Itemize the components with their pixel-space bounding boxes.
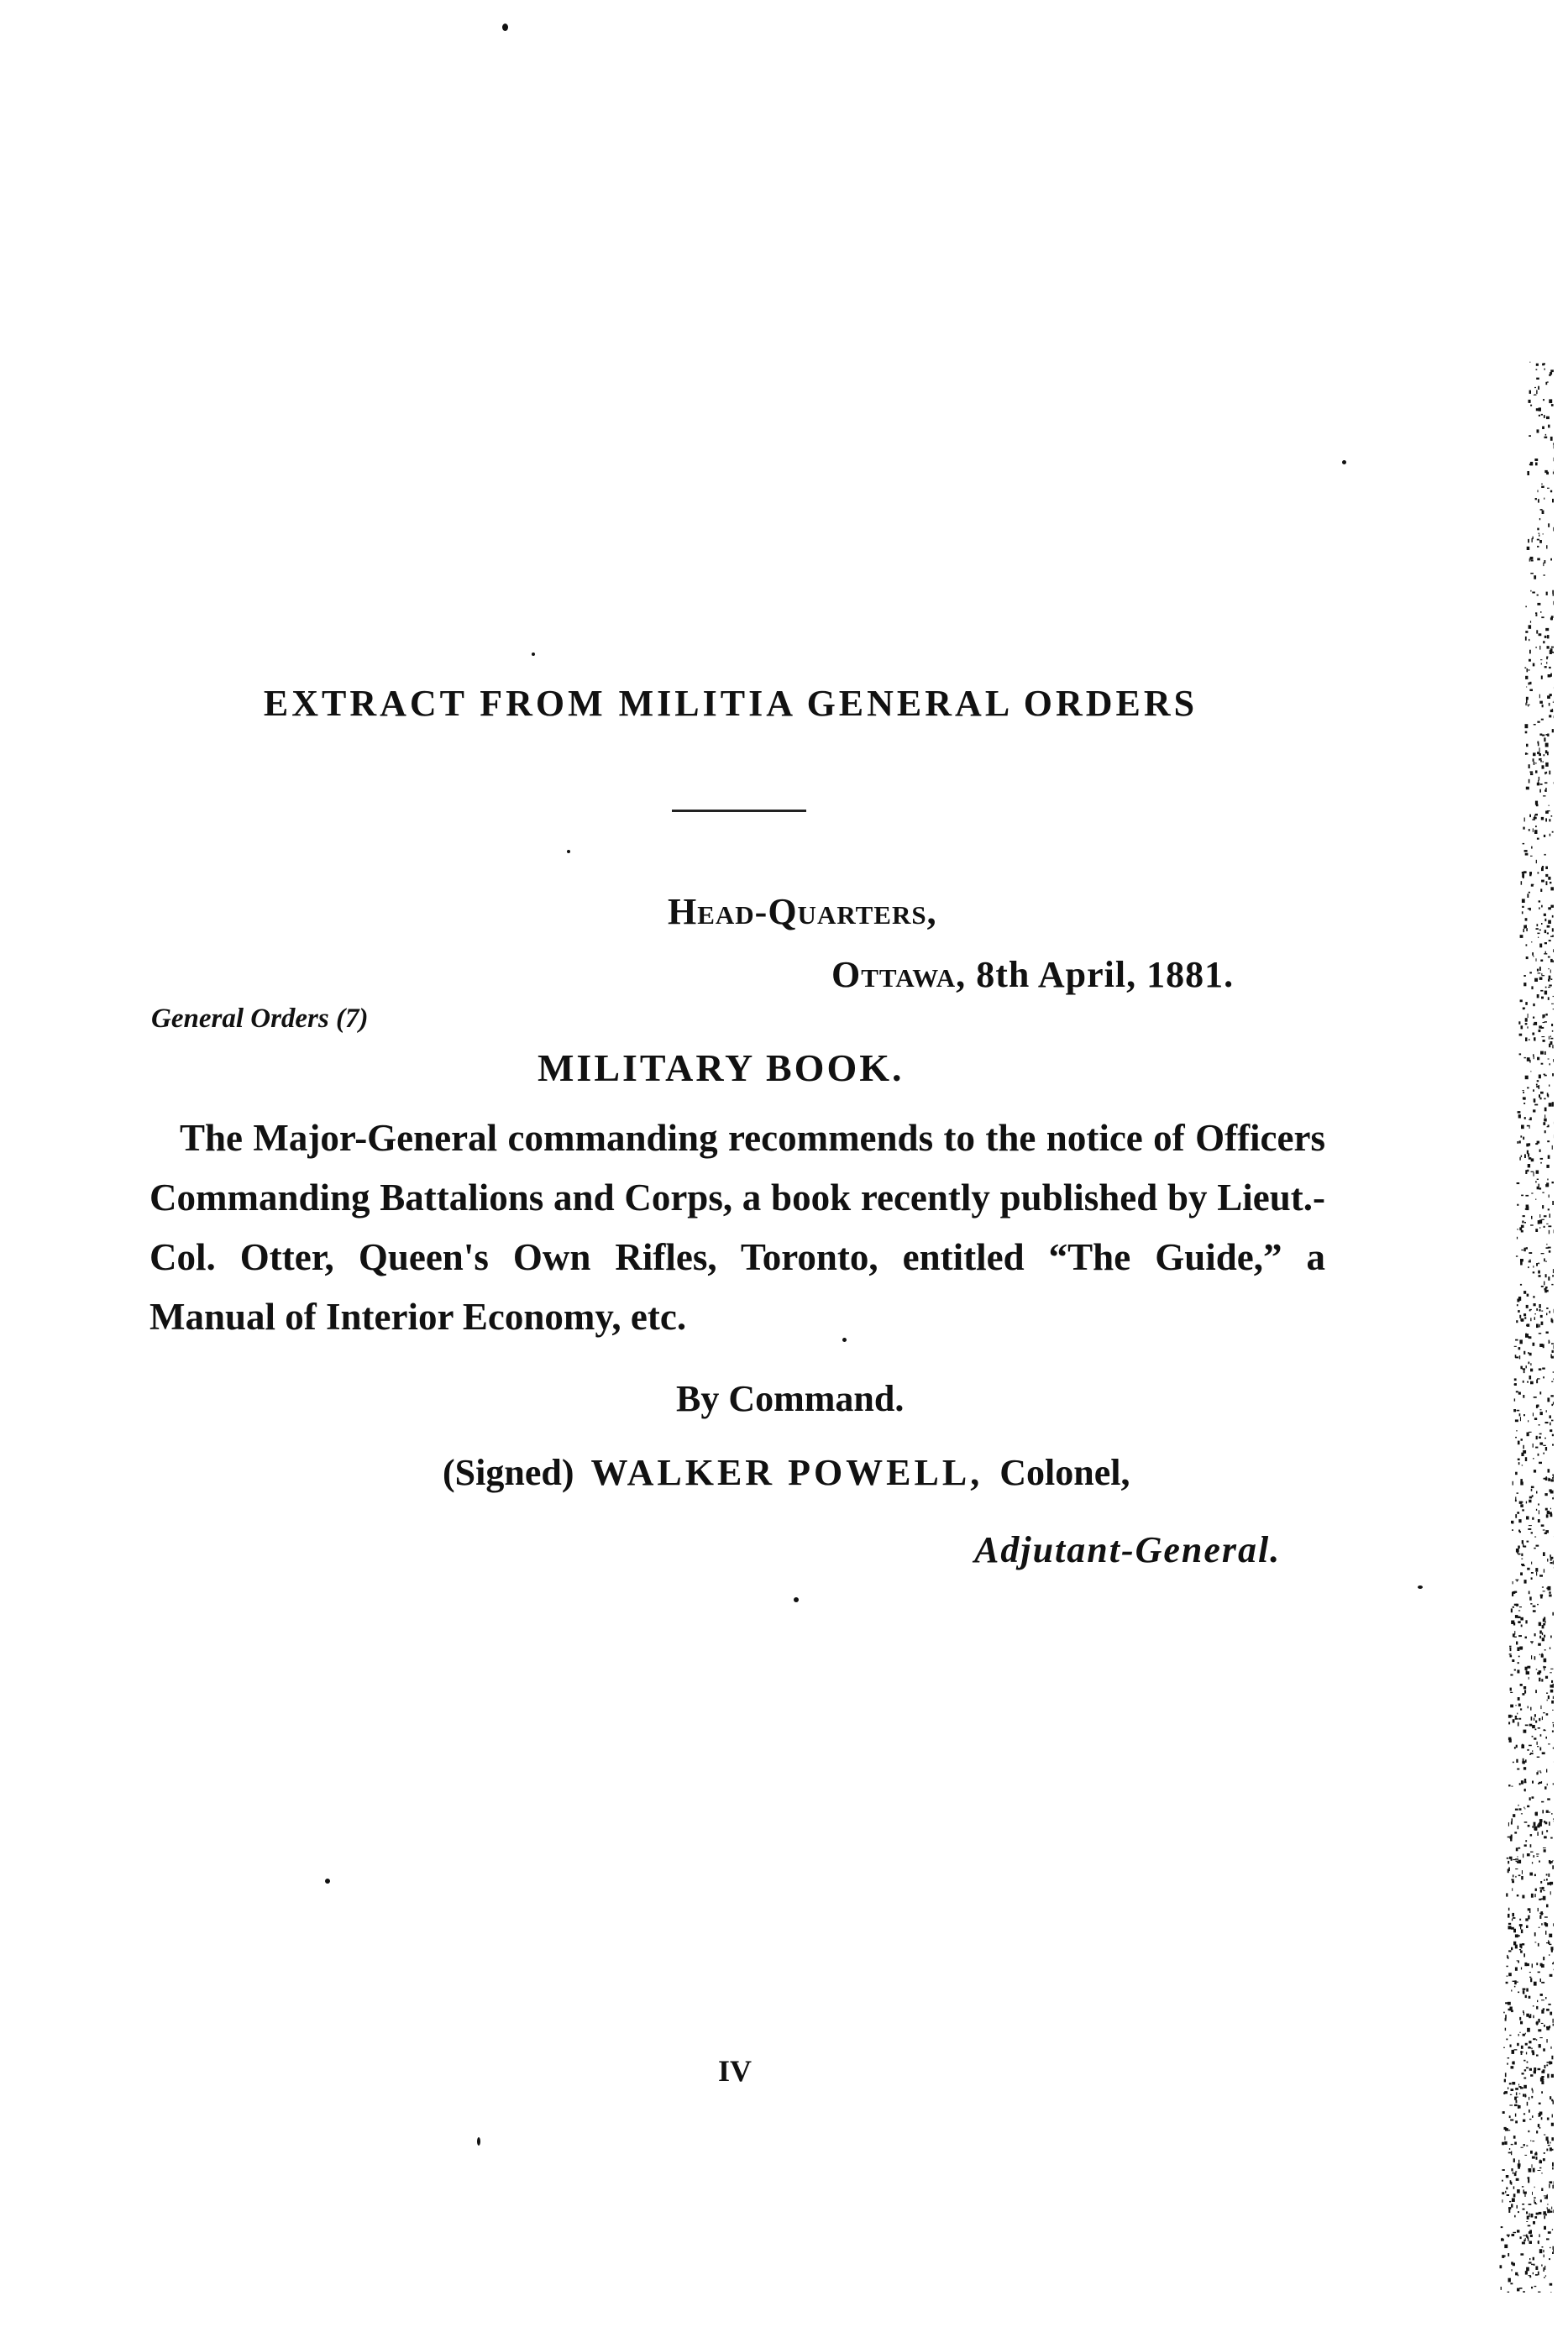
place-date-line: [831, 953, 1234, 996]
headquarters-line: [668, 890, 937, 933]
scan-edge-noise: [1495, 361, 1554, 2293]
heading-rule: [672, 810, 806, 812]
page-folio: IV: [718, 2054, 753, 2088]
signatory-title: Adjutant-General.: [974, 1529, 1282, 1570]
scan-speck: [567, 850, 570, 853]
date-label: 8th April, 1881.: [976, 954, 1235, 995]
order-body: The Major-General commanding recommends to the notice of Officers Commanding Battalions and Corps, a book recently published by Lieut.-Col. Otter, Queen's Own Rifles, Toronto, entitled “The Guide,” a Manual of Interior Economy, etc.: [149, 1117, 1325, 1338]
scan-speck: [1418, 1585, 1423, 1589]
signature-line: [443, 1451, 1130, 1494]
headquarters-label: Head-Quarters,: [668, 891, 937, 932]
scan-speck: [532, 653, 535, 656]
scan-speck: [325, 1879, 330, 1884]
scan-speck: [794, 1597, 799, 1602]
general-orders-reference: General Orders (7): [151, 1004, 369, 1034]
signatory-name: WALKER POWELL,: [590, 1452, 983, 1493]
scan-speck: [502, 24, 508, 31]
by-command-line: By Command.: [676, 1378, 905, 1419]
city-label: Ottawa,: [831, 954, 967, 995]
order-subject: MILITARY BOOK.: [538, 1046, 905, 1089]
extract-heading: EXTRACT FROM MILITIA GENERAL ORDERS: [263, 683, 1198, 724]
scan-speck: [1342, 460, 1346, 464]
scan-speck: [477, 2137, 480, 2146]
signatory-rank: Colonel,: [999, 1452, 1130, 1493]
signed-label: (Signed): [443, 1452, 574, 1493]
